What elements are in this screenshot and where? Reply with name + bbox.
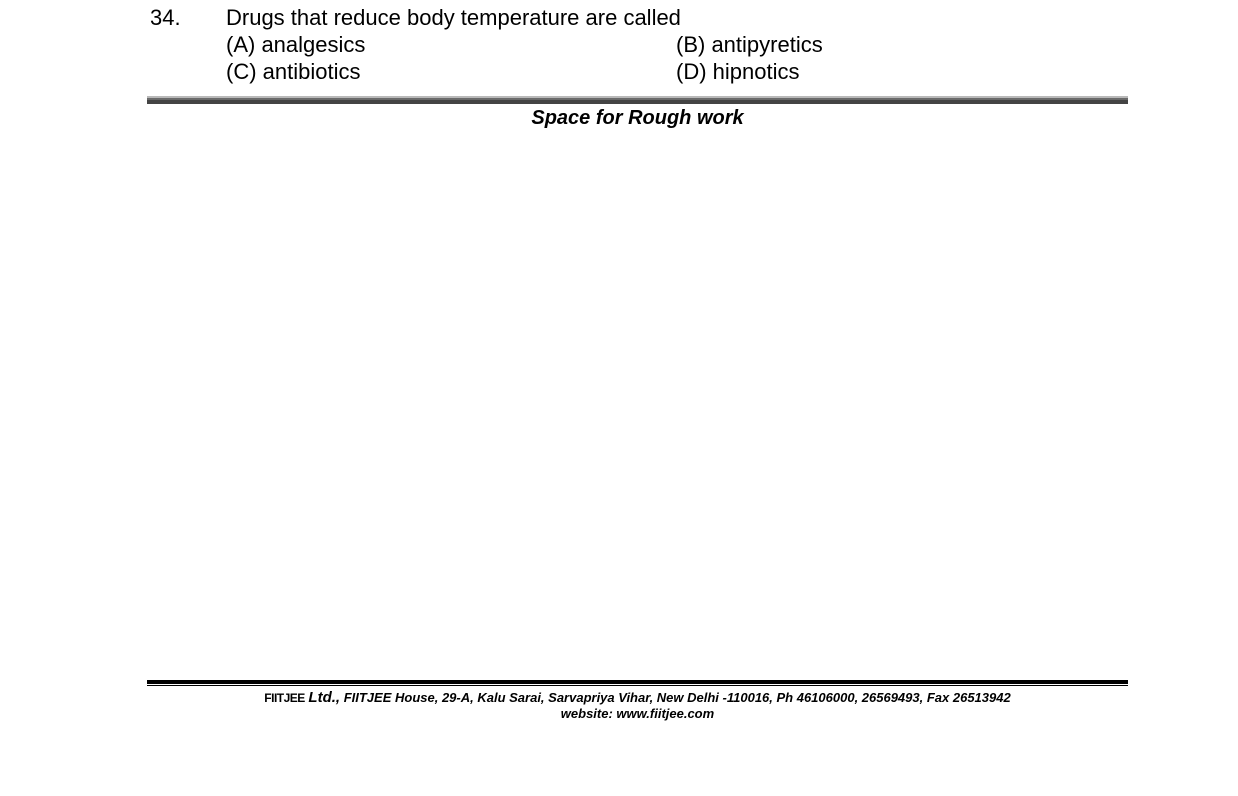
footer-brand: FIITJEE (264, 691, 305, 705)
footer-ltd: Ltd., (308, 689, 341, 706)
option-c: (C) antibiotics (226, 59, 361, 84)
footer-address: FIITJEE House, 29-A, Kalu Sarai, Sarvapriya Vihar, New Delhi -110016, Ph 46106000, 26569493, Fax 26513942 (343, 690, 1011, 705)
footer-website: website: www.fiitjee.com (560, 706, 715, 721)
footer-address-line (147, 690, 1128, 706)
question-number: 34. (150, 5, 181, 30)
rough-work-divider (147, 96, 1128, 104)
question-text: Drugs that reduce body temperature are called (226, 5, 681, 30)
option-d: (D) hipnotics (676, 59, 800, 84)
footer-divider-thin (147, 685, 1128, 686)
option-a: (A) analgesics (226, 32, 366, 57)
option-b: (B) antipyretics (676, 32, 823, 57)
footer-divider-thick (147, 680, 1128, 684)
rough-work-title: Space for Rough work (531, 107, 744, 129)
